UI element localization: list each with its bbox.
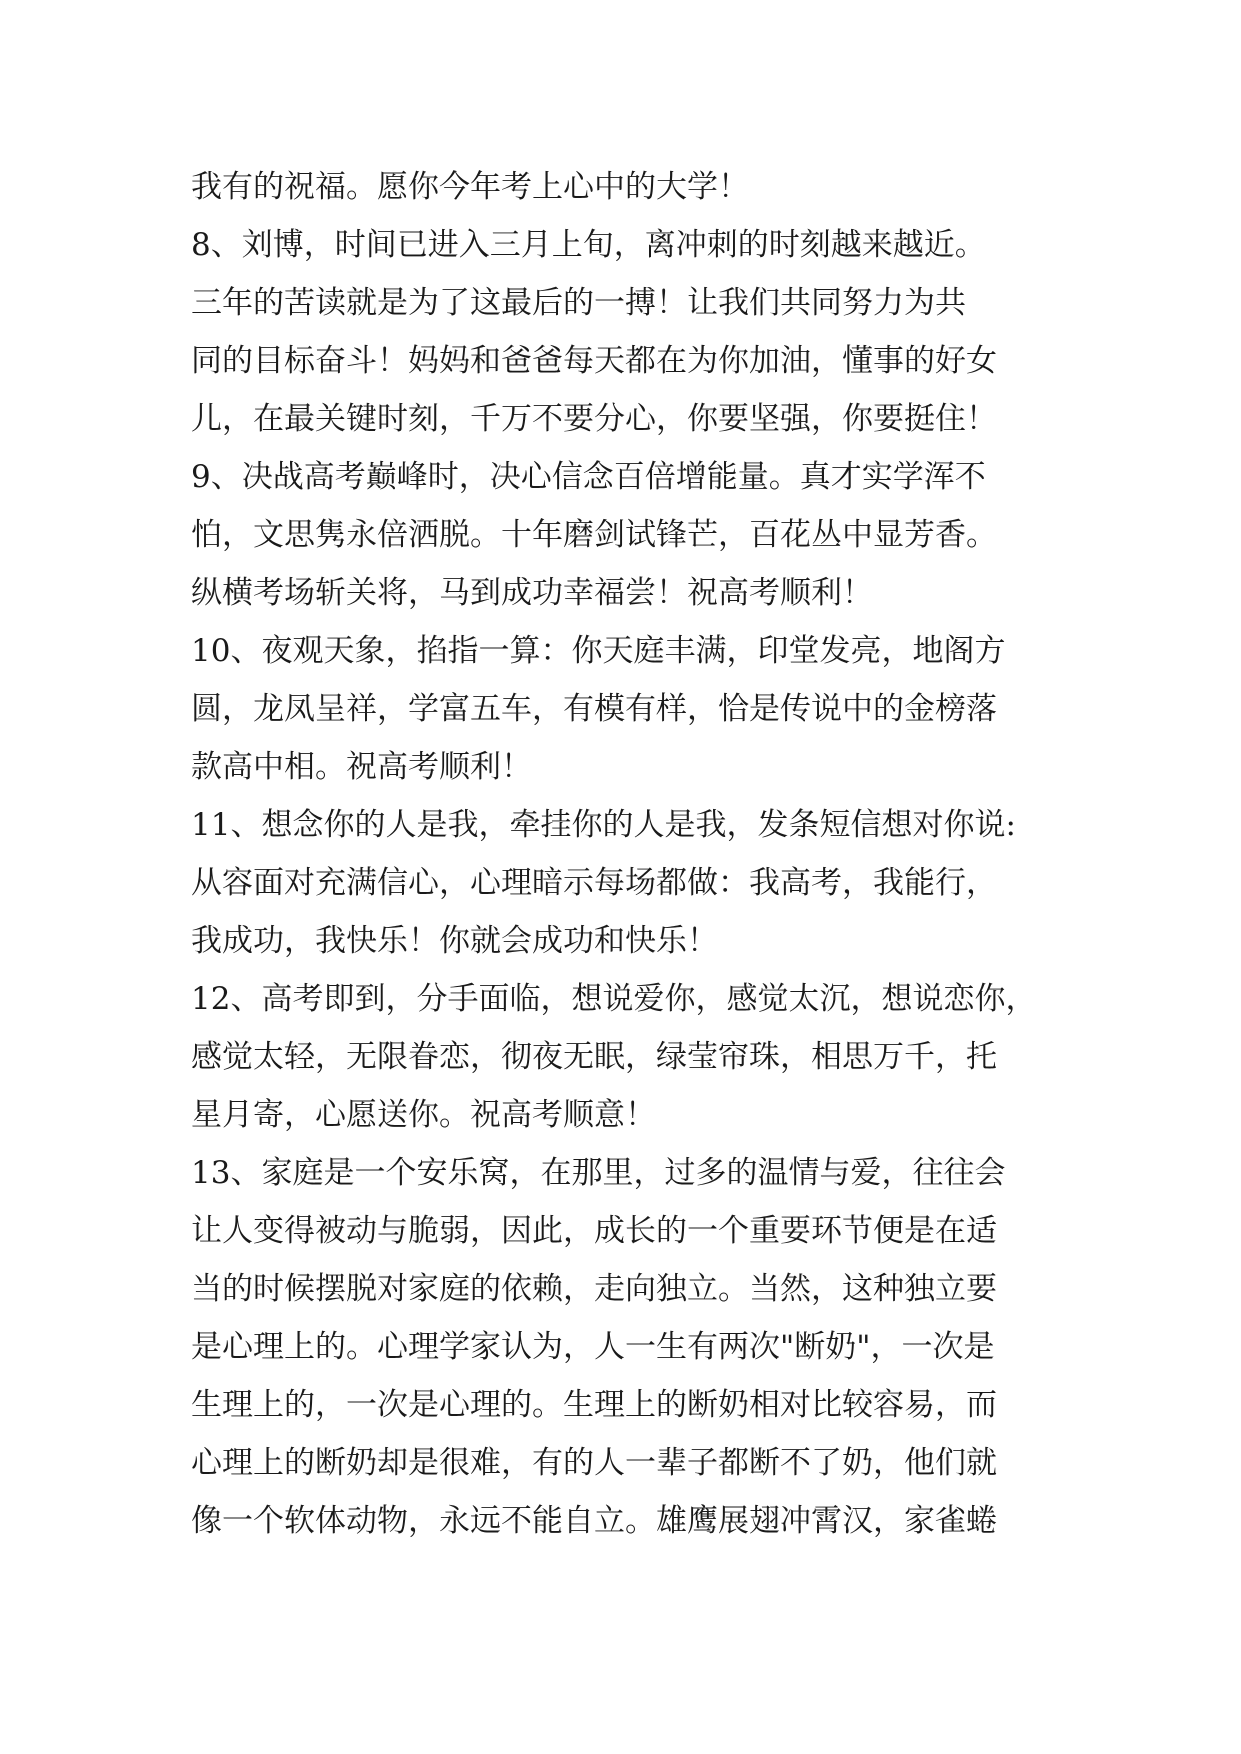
text-line: 13、家庭是一个安乐窝，在那里，过多的温情与爱，往往会	[191, 1155, 1006, 1191]
text-line: 从容面对充满信心，心理暗示每场都做：我高考，我能行，	[191, 865, 997, 901]
text-line: 心理上的断奶却是很难，有的人一辈子都断不了奶，他们就	[191, 1445, 997, 1481]
text-line: 纵横考场斩关将，马到成功幸福尝！祝高考顺利！	[191, 575, 873, 611]
text-line: 感觉太轻，无限眷恋，彻夜无眠，绿莹帘珠，相思万千，托	[191, 1039, 997, 1075]
text-line: 8、刘博，时间已进入三月上旬，离冲刺的时刻越来越近。	[191, 227, 986, 263]
text-line: 圆，龙凤呈祥，学富五车，有模有样，恰是传说中的金榜落	[191, 691, 997, 727]
text-line: 9、决战高考巅峰时，决心信念百倍增能量。真才实学浑不	[191, 459, 986, 495]
text-line: 怕，文思隽永倍洒脱。十年磨剑试锋芒，百花丛中显芳香。	[191, 517, 997, 553]
text-line: 像一个软体动物，永远不能自立。雄鹰展翅冲霄汉，家雀蜷	[191, 1503, 997, 1539]
text-line: 儿，在最关键时刻，千万不要分心，你要坚强，你要挺住！	[191, 401, 997, 437]
text-line: 10、夜观天象，掐指一算：你天庭丰满，印堂发亮，地阁方	[191, 633, 1006, 669]
text-line: 三年的苦读就是为了这最后的一搏！让我们共同努力为共	[191, 285, 966, 321]
text-line: 是心理上的。心理学家认为，人一生有两次"断奶"，一次是	[191, 1329, 995, 1365]
text-line: 款高中相。祝高考顺利！	[191, 749, 532, 785]
text-line: 我有的祝福。愿你今年考上心中的大学！	[191, 169, 749, 205]
text-line: 12、高考即到，分手面临，想说爱你，感觉太沉，想说恋你，	[191, 981, 1037, 1017]
text-line: 同的目标奋斗！妈妈和爸爸每天都在为你加油，懂事的好女	[191, 343, 997, 379]
text-line: 我成功，我快乐！你就会成功和快乐！	[191, 923, 718, 959]
text-line: 11、想念你的人是我，牵挂你的人是我，发条短信想对你说:	[191, 807, 1016, 843]
text-line: 当的时候摆脱对家庭的依赖，走向独立。当然，这种独立要	[191, 1271, 997, 1307]
text-line: 星月寄，心愿送你。祝高考顺意！	[191, 1097, 656, 1133]
text-line: 让人变得被动与脆弱，因此，成长的一个重要环节便是在适	[191, 1213, 997, 1249]
text-line: 生理上的，一次是心理的。生理上的断奶相对比较容易，而	[191, 1387, 997, 1423]
